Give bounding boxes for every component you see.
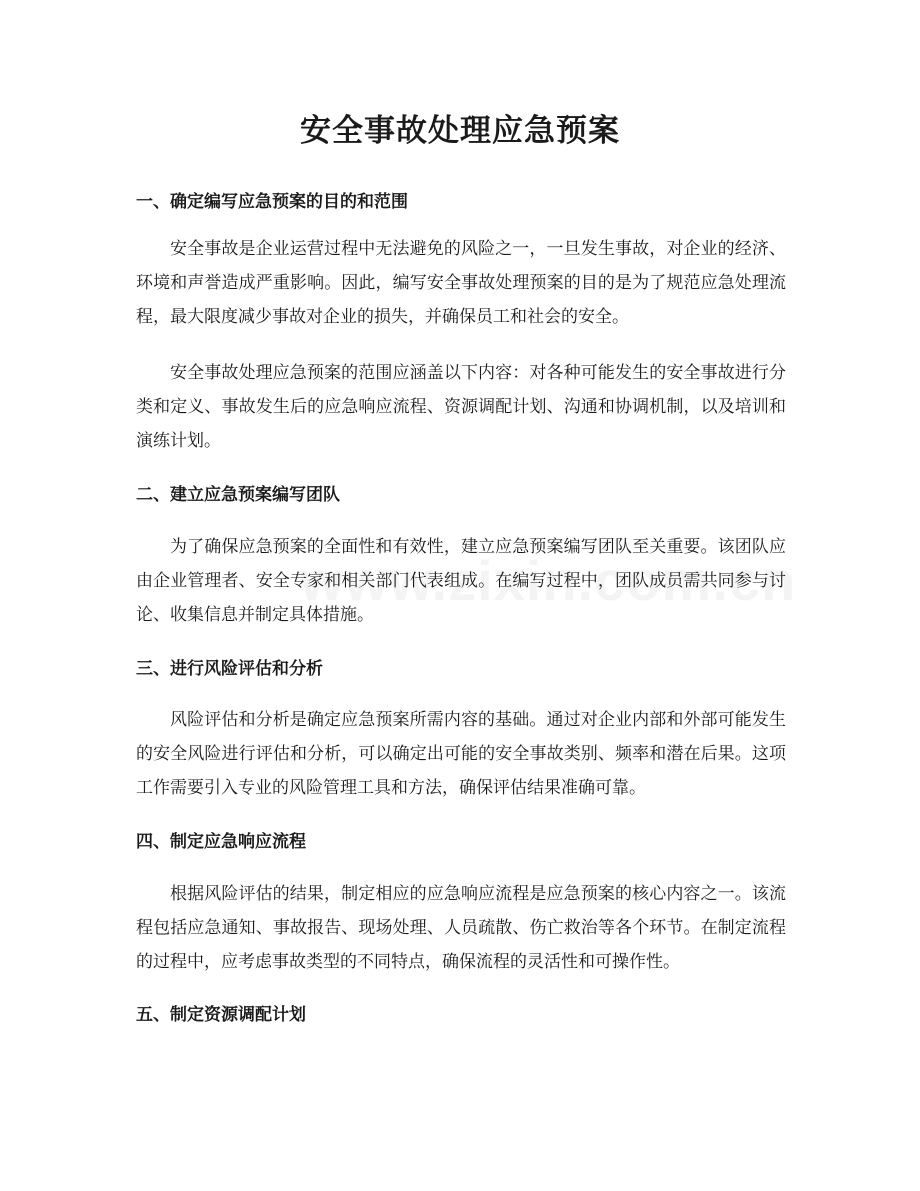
section-heading-1: 一、确定编写应急预案的目的和范围 bbox=[136, 192, 408, 212]
section-1-paragraph-2: 安全事故处理应急预案的范围应涵盖以下内容：对各种可能发生的安全事故进行分类和定义、事故发生后的应急响应流程、资源调配计划、沟通和协调机制，以及培训和演练计划。 bbox=[136, 363, 786, 451]
section-heading-5: 五、制定资源调配计划 bbox=[136, 1005, 306, 1025]
section-heading-2: 二、建立应急预案编写团队 bbox=[136, 485, 340, 505]
section-heading-3: 三、进行风险评估和分析 bbox=[136, 659, 323, 679]
page-title: 安全事故处理应急预案 bbox=[300, 113, 620, 149]
section-1-paragraph-1: 安全事故是企业运营过程中无法避免的风险之一，一旦发生事故，对企业的经济、环境和声誉造成严重影响。因此，编写安全事故处理预案的目的是为了规范应急处理流程，最大限度减少事故对企业的损失，并确保员工和社会的安全。 bbox=[136, 239, 786, 327]
section-heading-4: 四、制定应急响应流程 bbox=[136, 832, 306, 852]
section-3-paragraph-1: 风险评估和分析是确定应急预案所需内容的基础。通过对企业内部和外部可能发生的安全风险进行评估和分析，可以确定出可能的安全事故类别、频率和潜在后果。这项工作需要引入专业的风险管理工具和方法，确保评估结果准确可靠。 bbox=[136, 710, 786, 798]
section-2-paragraph-1: 为了确保应急预案的全面性和有效性，建立应急预案编写团队至关重要。该团队应由企业管理者、安全专家和相关部门代表组成。在编写过程中，团队成员需共同参与讨论、收集信息并制定具体措施。 bbox=[136, 537, 786, 625]
section-4-paragraph-1: 根据风险评估的结果，制定相应的应急响应流程是应急预案的核心内容之一。该流程包括应急通知、事故报告、现场处理、人员疏散、伤亡救治等各个环节。在制定流程的过程中，应考虑事故类型的不同特点，确保流程的灵活性和可操作性。 bbox=[136, 884, 786, 972]
